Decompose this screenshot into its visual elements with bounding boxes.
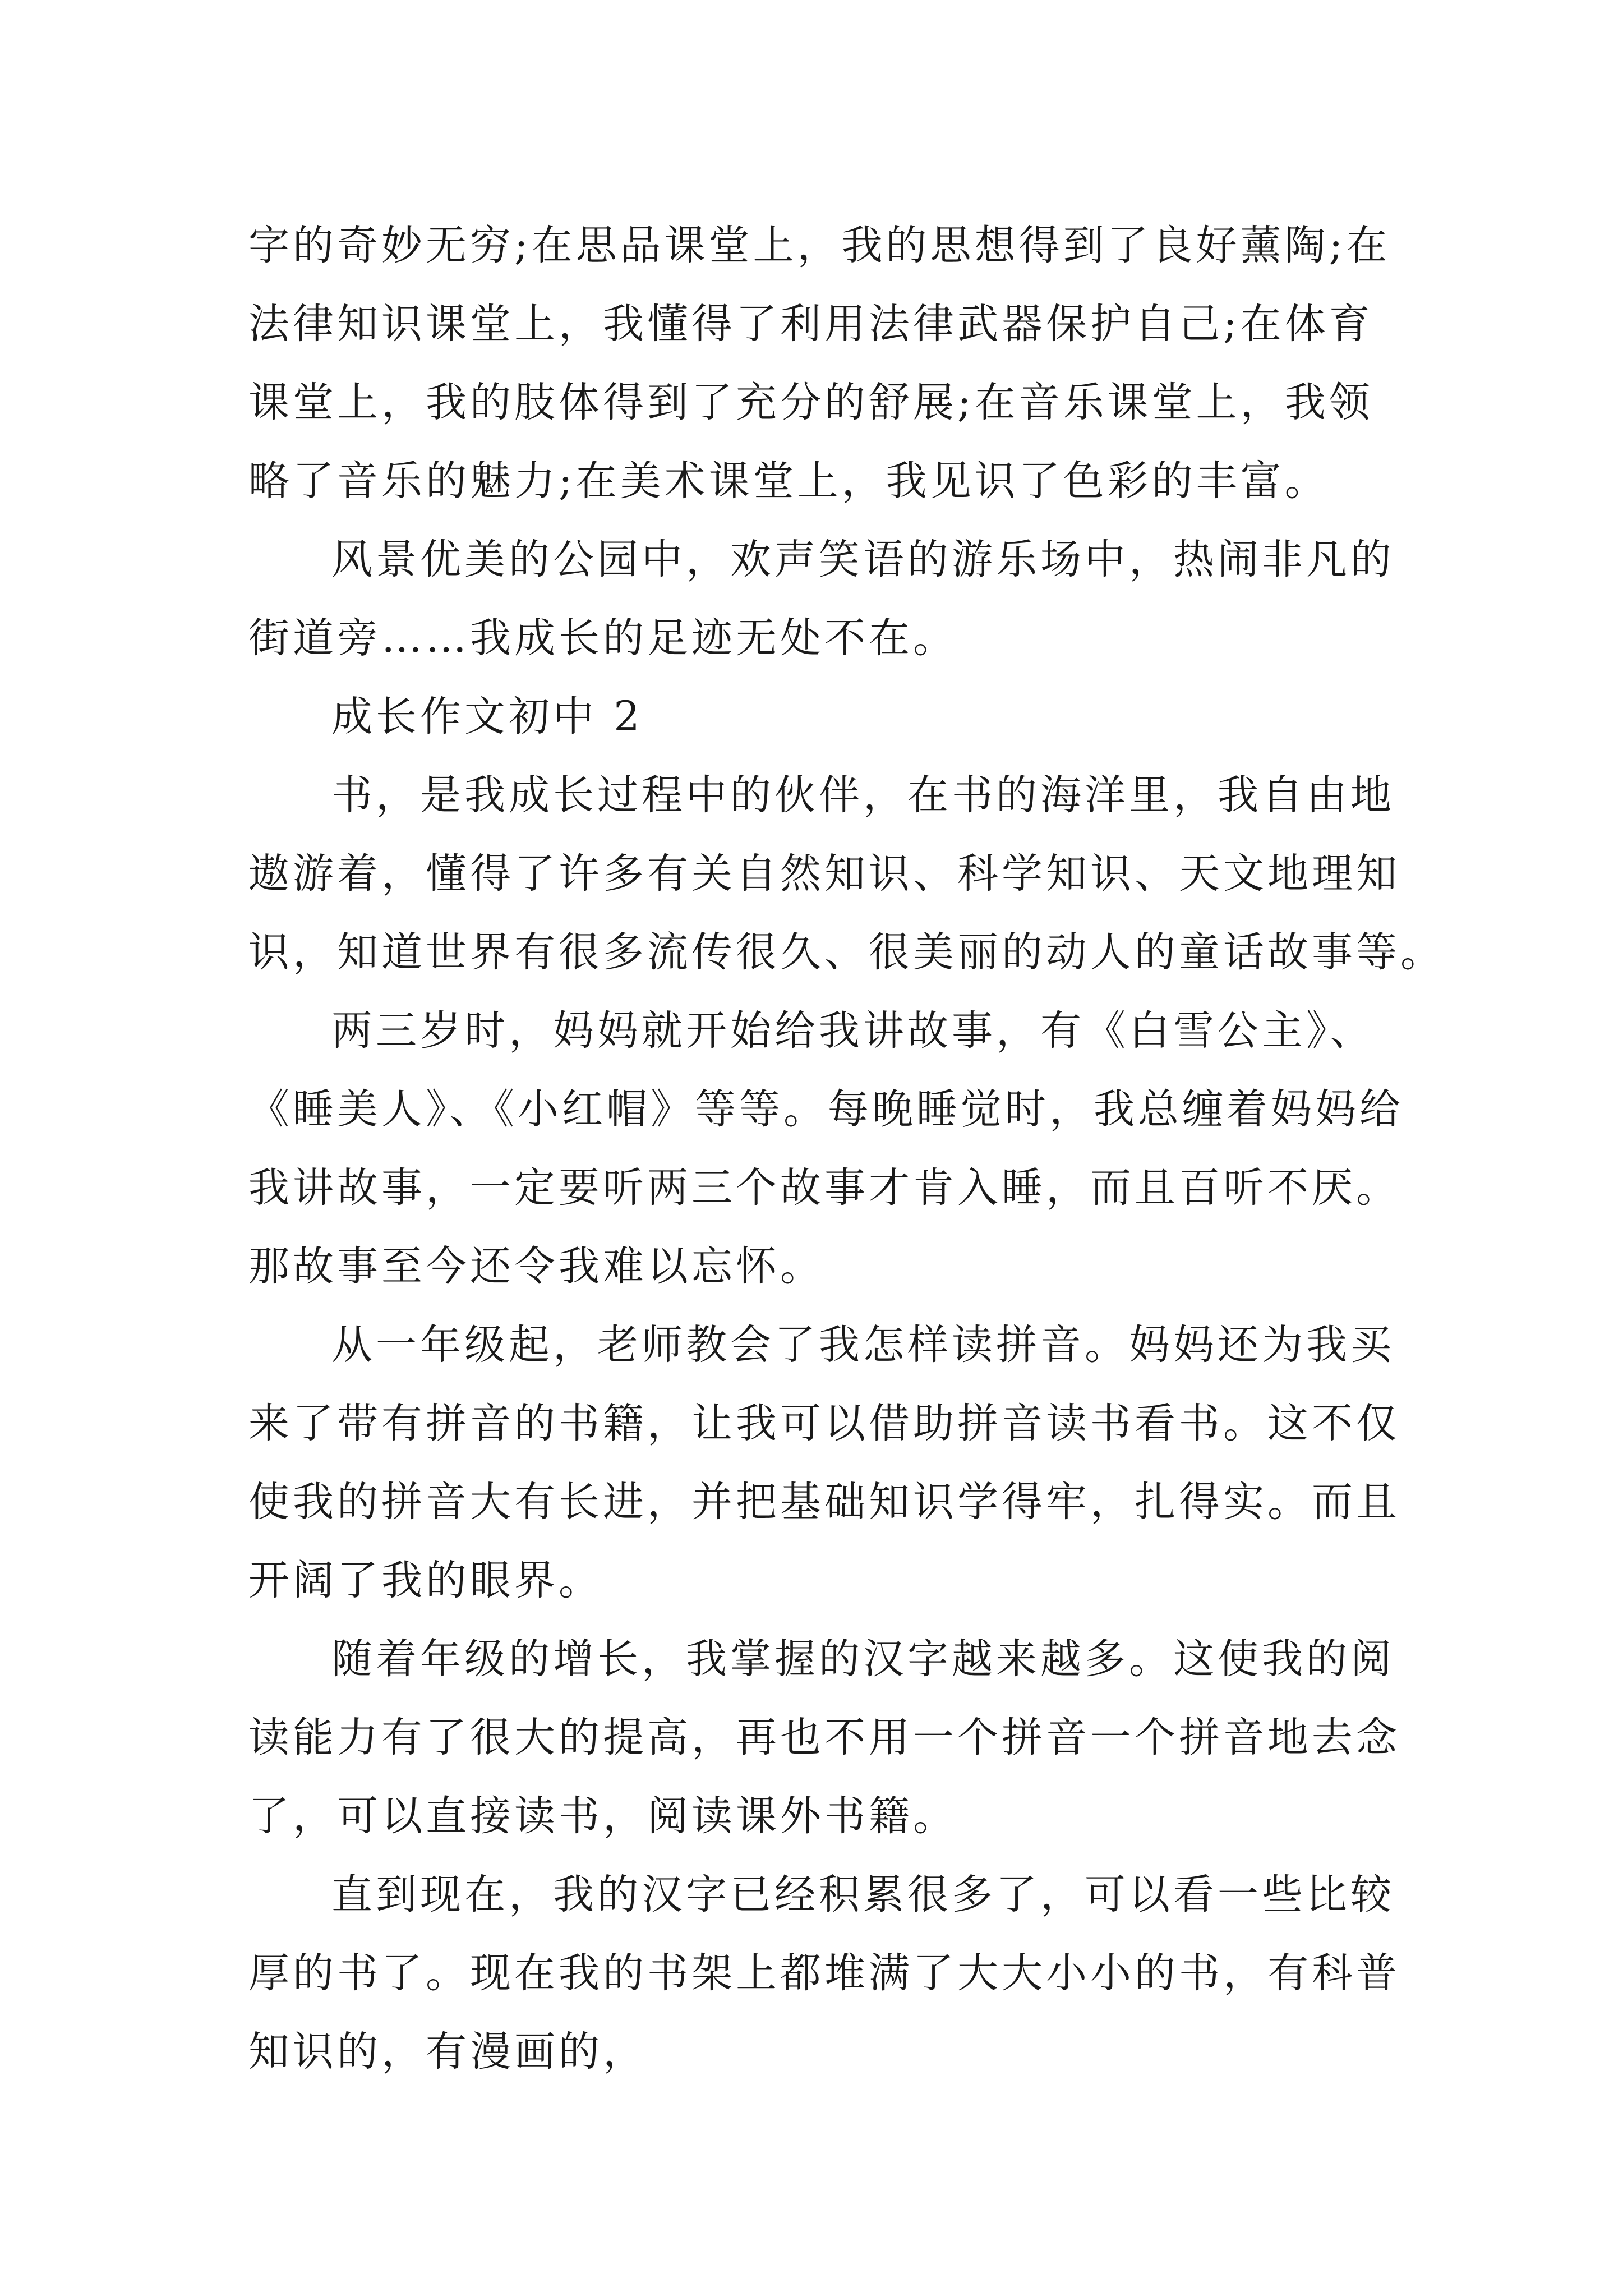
text-line: 知识的，有漫画的， bbox=[248, 2028, 647, 2076]
text-line: 课堂上，我的肢体得到了充分的舒展;在音乐课堂上，我领 bbox=[248, 379, 1373, 426]
text-line: 那故事至今还令我难以忘怀。 bbox=[248, 1243, 824, 1290]
paragraph-first-line: 直到现在，我的汉字已经积累很多了，可以看一些比较 bbox=[331, 1871, 1395, 1918]
text-line: 了，可以直接读书，阅读课外书籍。 bbox=[248, 1792, 957, 1840]
text-line: 遨游着，懂得了许多有关自然知识、科学知识、天文地理知 bbox=[248, 850, 1400, 898]
paragraph-first-line: 风景优美的公园中，欢声笑语的游乐场中，热闹非凡的 bbox=[331, 536, 1395, 583]
text-line: 《睡美人》、《小红帽》等等。每晚睡觉时，我总缠着妈妈给 bbox=[248, 1085, 1404, 1133]
paragraph-first-line: 随着年级的增长，我掌握的汉字越来越多。这使我的阅 bbox=[331, 1635, 1395, 1683]
text-line: 我讲故事，一定要听两三个故事才肯入睡，而且百听不厌。 bbox=[248, 1164, 1400, 1212]
text-line: 识，知道世界有很多流传很久、很美丽的动人的童话故事等。 bbox=[248, 928, 1445, 976]
paragraph-first-line: 书，是我成长过程中的伙伴，在书的海洋里，我自由地 bbox=[331, 771, 1395, 819]
text-line: 开阔了我的眼界。 bbox=[248, 1557, 603, 1604]
text-line: 来了带有拼音的书籍，让我可以借助拼音读书看书。这不仅 bbox=[248, 1400, 1400, 1447]
text-line: 读能力有了很大的提高，再也不用一个拼音一个拼音地去念 bbox=[248, 1714, 1400, 1761]
text-line: 略了音乐的魅力;在美术课堂上，我见识了色彩的丰富。 bbox=[248, 457, 1329, 505]
text-line: 使我的拼音大有长进，并把基础知识学得牢，扎得实。而且 bbox=[248, 1478, 1400, 1526]
text-line: 字的奇妙无穷;在思品课堂上，我的思想得到了良好薰陶;在 bbox=[248, 222, 1391, 269]
paragraph-first-line: 从一年级起，老师教会了我怎样读拼音。妈妈还为我买 bbox=[331, 1321, 1395, 1369]
paragraph-first-line: 两三岁时，妈妈就开始给我讲故事，有《白雪公主》、 bbox=[331, 1007, 1375, 1055]
section-heading: 成长作文初中 2 bbox=[331, 693, 643, 740]
text-line: 法律知识课堂上，我懂得了利用法律武器保护自己;在体育 bbox=[248, 300, 1373, 348]
text-line: 街道旁……我成长的足迹无处不在。 bbox=[248, 614, 957, 662]
text-line: 厚的书了。现在我的书架上都堆满了大大小小的书，有科普 bbox=[248, 1949, 1400, 1997]
